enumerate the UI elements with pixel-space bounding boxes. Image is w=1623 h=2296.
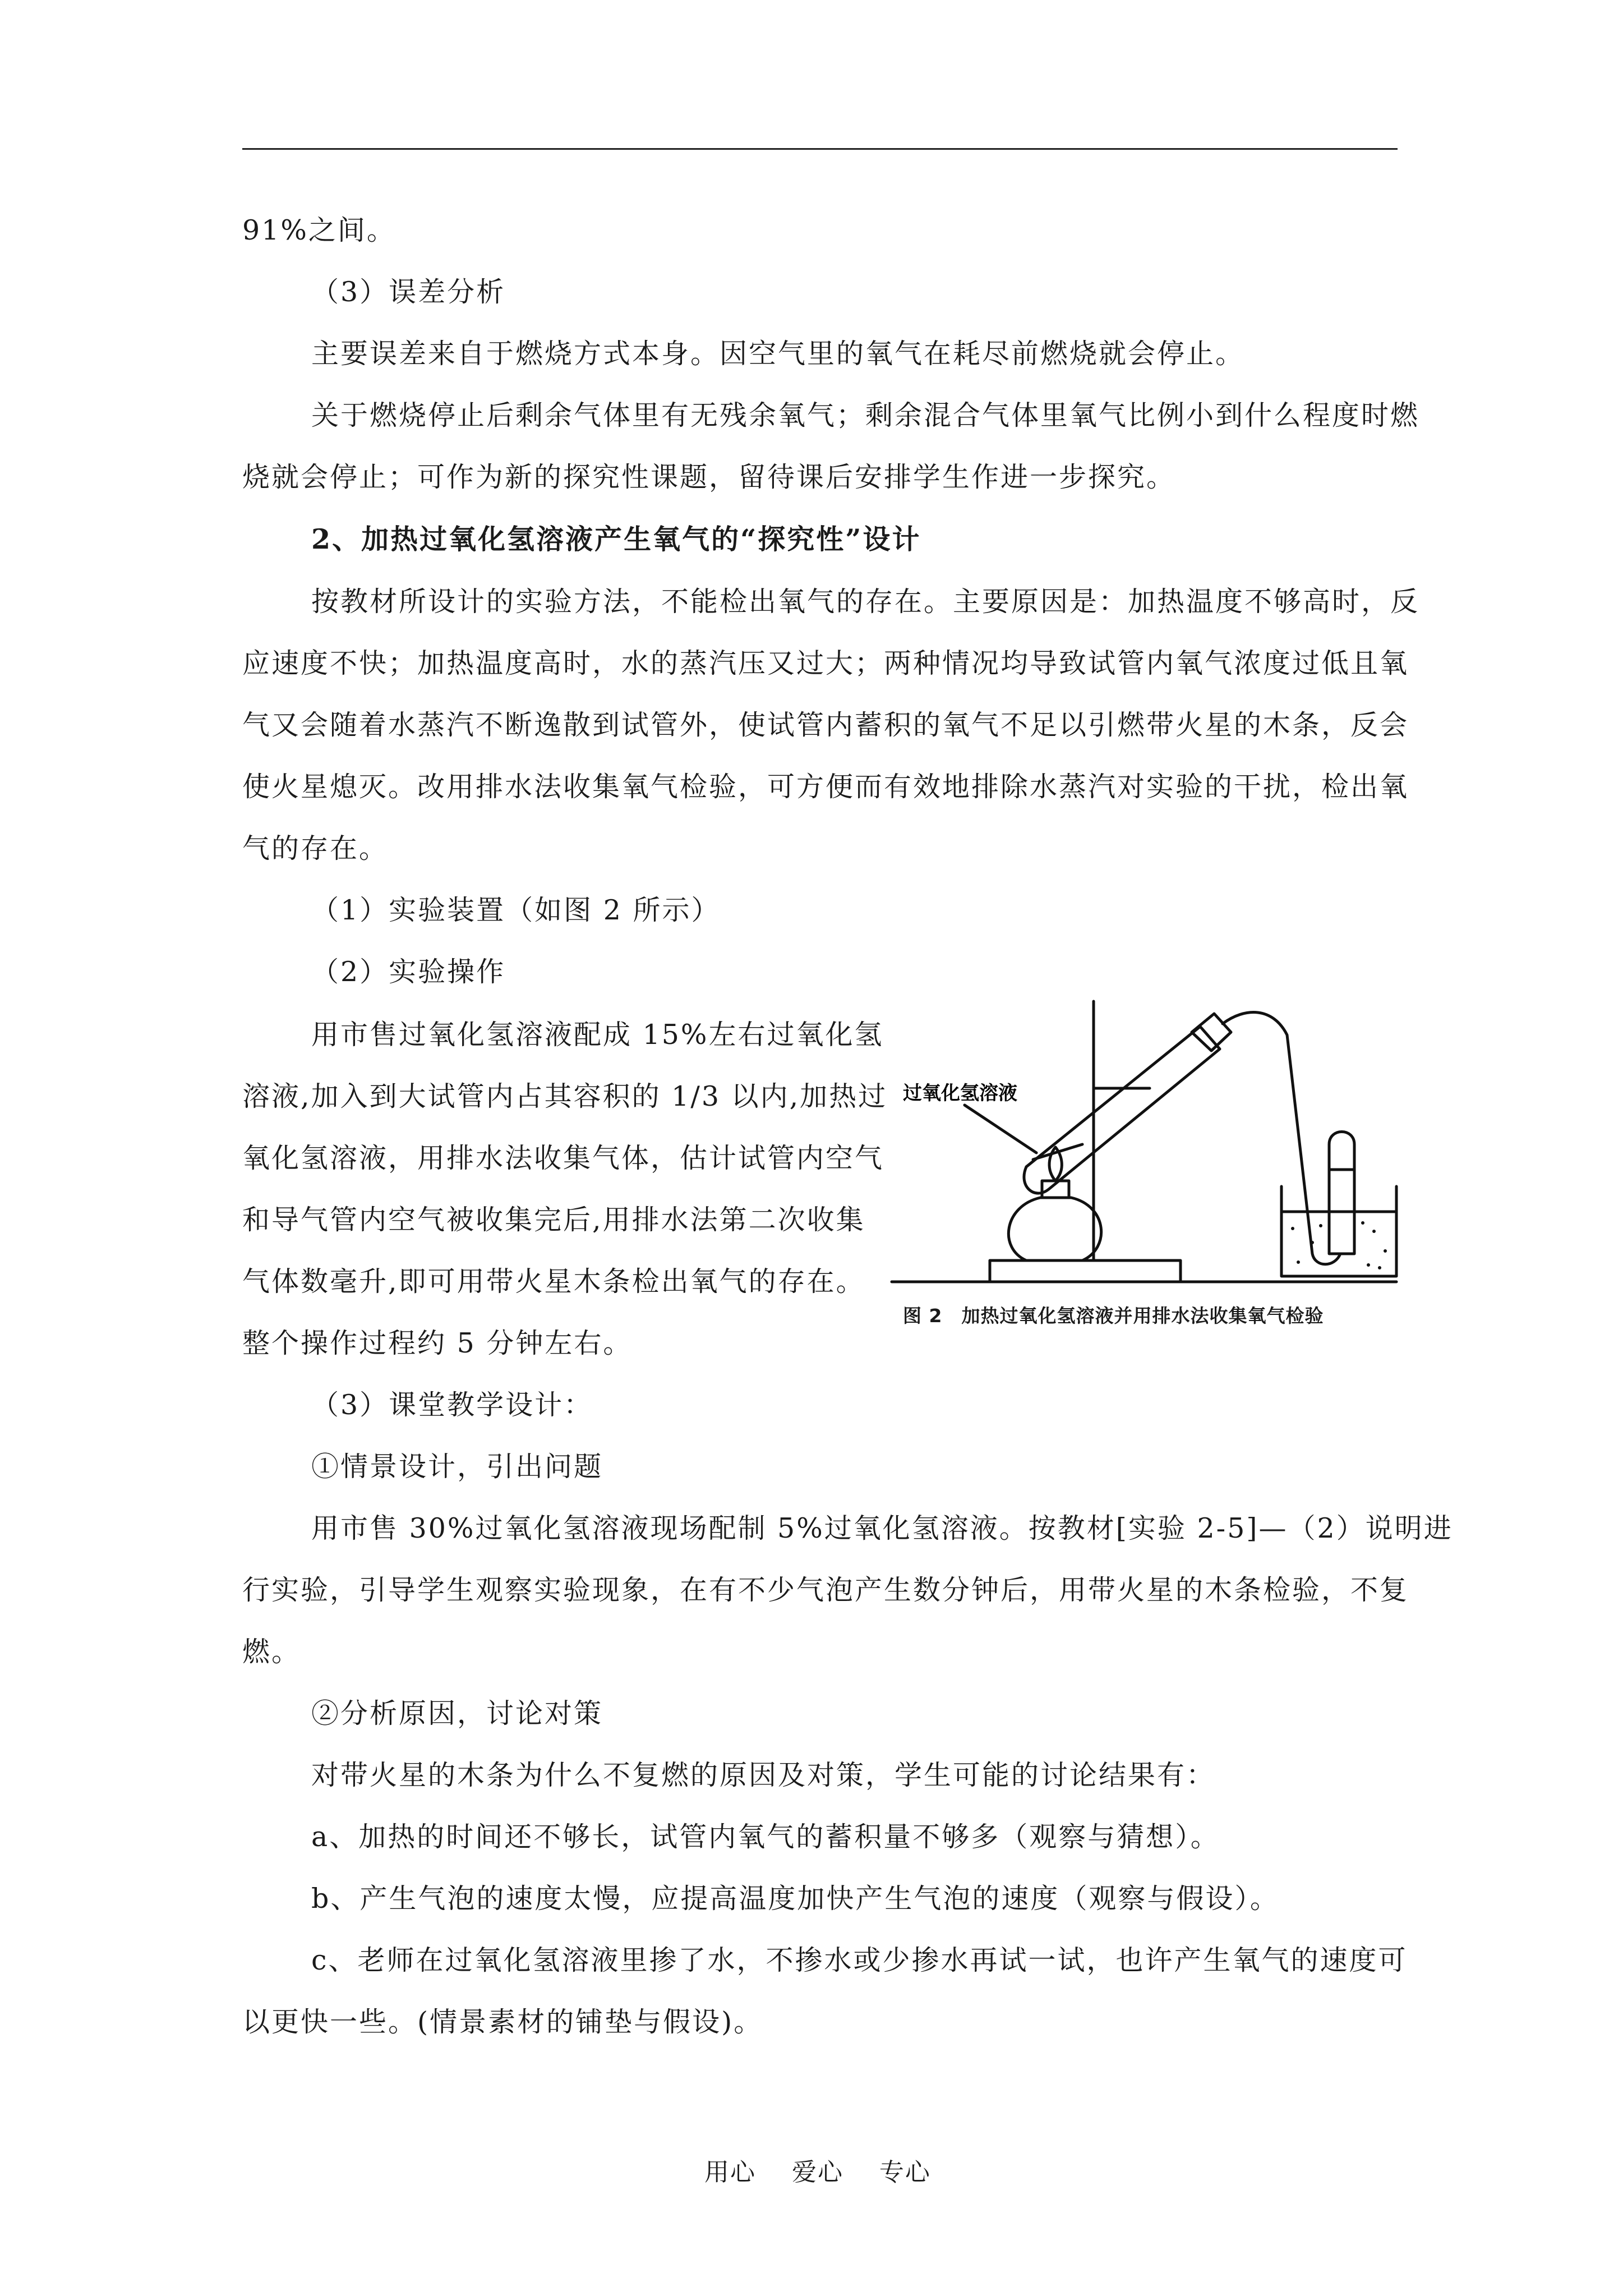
text-line: 溶液,加入到大试管内占其容积的 1/3 以内,加热过 xyxy=(242,1080,888,1112)
text-line: 使火星熄灭。改用排水法收集氧气检验，可方便而有效地排除水蒸汽对实验的干扰，检出氧 xyxy=(242,771,1409,803)
page-footer: 用心 爱心 专心 xyxy=(704,2158,931,2187)
header-rule xyxy=(242,148,1398,150)
text-line: 对带火星的木条为什么不复燃的原因及对策，学生可能的讨论结果有： xyxy=(311,1759,1216,1791)
text-line: 气的存在。 xyxy=(242,832,389,864)
text-line: 应速度不快；加热温度高时，水的蒸汽压又过大；两种情况均导致试管内氧气浓度过低且氧 xyxy=(242,647,1409,679)
alcohol-lamp xyxy=(1008,1198,1101,1260)
text-line: 气又会随着水蒸汽不断逸散到试管外，使试管内蓄积的氧气不足以引燃带火星的木条，反会 xyxy=(242,709,1409,741)
apparatus-figure xyxy=(886,984,1402,1343)
test-tube xyxy=(1024,1027,1220,1193)
water-dots xyxy=(1291,1221,1387,1269)
subsection-heading: ②分析原因，讨论对策 xyxy=(311,1697,603,1729)
section-title: 2、加热过氧化氢溶液产生氧气的“探究性”设计 xyxy=(311,523,921,555)
text-line: 按教材所设计的实验方法，不能检出氧气的存在。主要原因是：加热温度不够高时，反 xyxy=(311,586,1420,618)
section-heading: （3）误差分析 xyxy=(311,276,506,308)
collection-tube xyxy=(1329,1132,1354,1254)
text-line: 91%之间。 xyxy=(242,214,396,246)
text-line: 行实验，引导学生观察实验现象，在有不少气泡产生数分钟后，用带火星的木条检验，不复 xyxy=(242,1574,1409,1606)
list-item: b、产生气泡的速度太慢，应提高温度加快产生气泡的速度（观察与假设）。 xyxy=(311,1883,1279,1915)
text-line: 主要误差来自于燃烧方式本身。因空气里的氧气在耗尽前燃烧就会停止。 xyxy=(311,338,1245,370)
text-line: 关于燃烧停止后剩余气体里有无残余氧气；剩余混合气体里氧气比例小到什么程度时燃 xyxy=(311,399,1420,431)
text-line: 燃。 xyxy=(242,1636,301,1668)
text-line: 用市售过氧化氢溶液配成 15%左右过氧化氢 xyxy=(311,1019,884,1051)
section-heading: （3）课堂教学设计： xyxy=(311,1389,593,1421)
section-heading: （2）实验操作 xyxy=(311,956,506,988)
text-line: 以更快一些。(情景素材的铺垫与假设)。 xyxy=(242,2006,763,2038)
stand-base xyxy=(990,1260,1181,1282)
section-heading: （1）实验装置（如图 2 所示） xyxy=(311,894,721,926)
subsection-heading: ①情景设计，引出问题 xyxy=(311,1451,603,1483)
text-line: 用市售 30%过氧化氢溶液现场配制 5%过氧化氢溶液。按教材[实验 2-5]—（2）说明进 xyxy=(311,1512,1453,1544)
figure-caption: 图 2 加热过氧化氢溶液并用排水法收集氧气检验 xyxy=(903,1305,1324,1327)
apparatus-diagram xyxy=(886,984,1402,1299)
list-item: c、老师在过氧化氢溶液里掺了水，不掺水或少掺水再试一试，也许产生氧气的速度可 xyxy=(311,1944,1408,1976)
figure-label: 过氧化氢溶液 xyxy=(903,1082,1017,1105)
text-line: 整个操作过程约 5 分钟左右。 xyxy=(242,1327,633,1359)
text-line: 烧就会停止；可作为新的探究性课题，留待课后安排学生作进一步探究。 xyxy=(242,461,1176,493)
text-line: 氧化氢溶液，用排水法收集气体，估计试管内空气 xyxy=(242,1142,884,1174)
list-item: a、加热的时间还不够长，试管内氧气的蓄积量不够多（观察与猜想）。 xyxy=(311,1821,1220,1853)
text-line: 气体数毫升,即可用带火星木条检出氧气的存在。 xyxy=(242,1266,865,1297)
text-line: 和导气管内空气被收集完后,用排水法第二次收集 xyxy=(242,1204,865,1236)
